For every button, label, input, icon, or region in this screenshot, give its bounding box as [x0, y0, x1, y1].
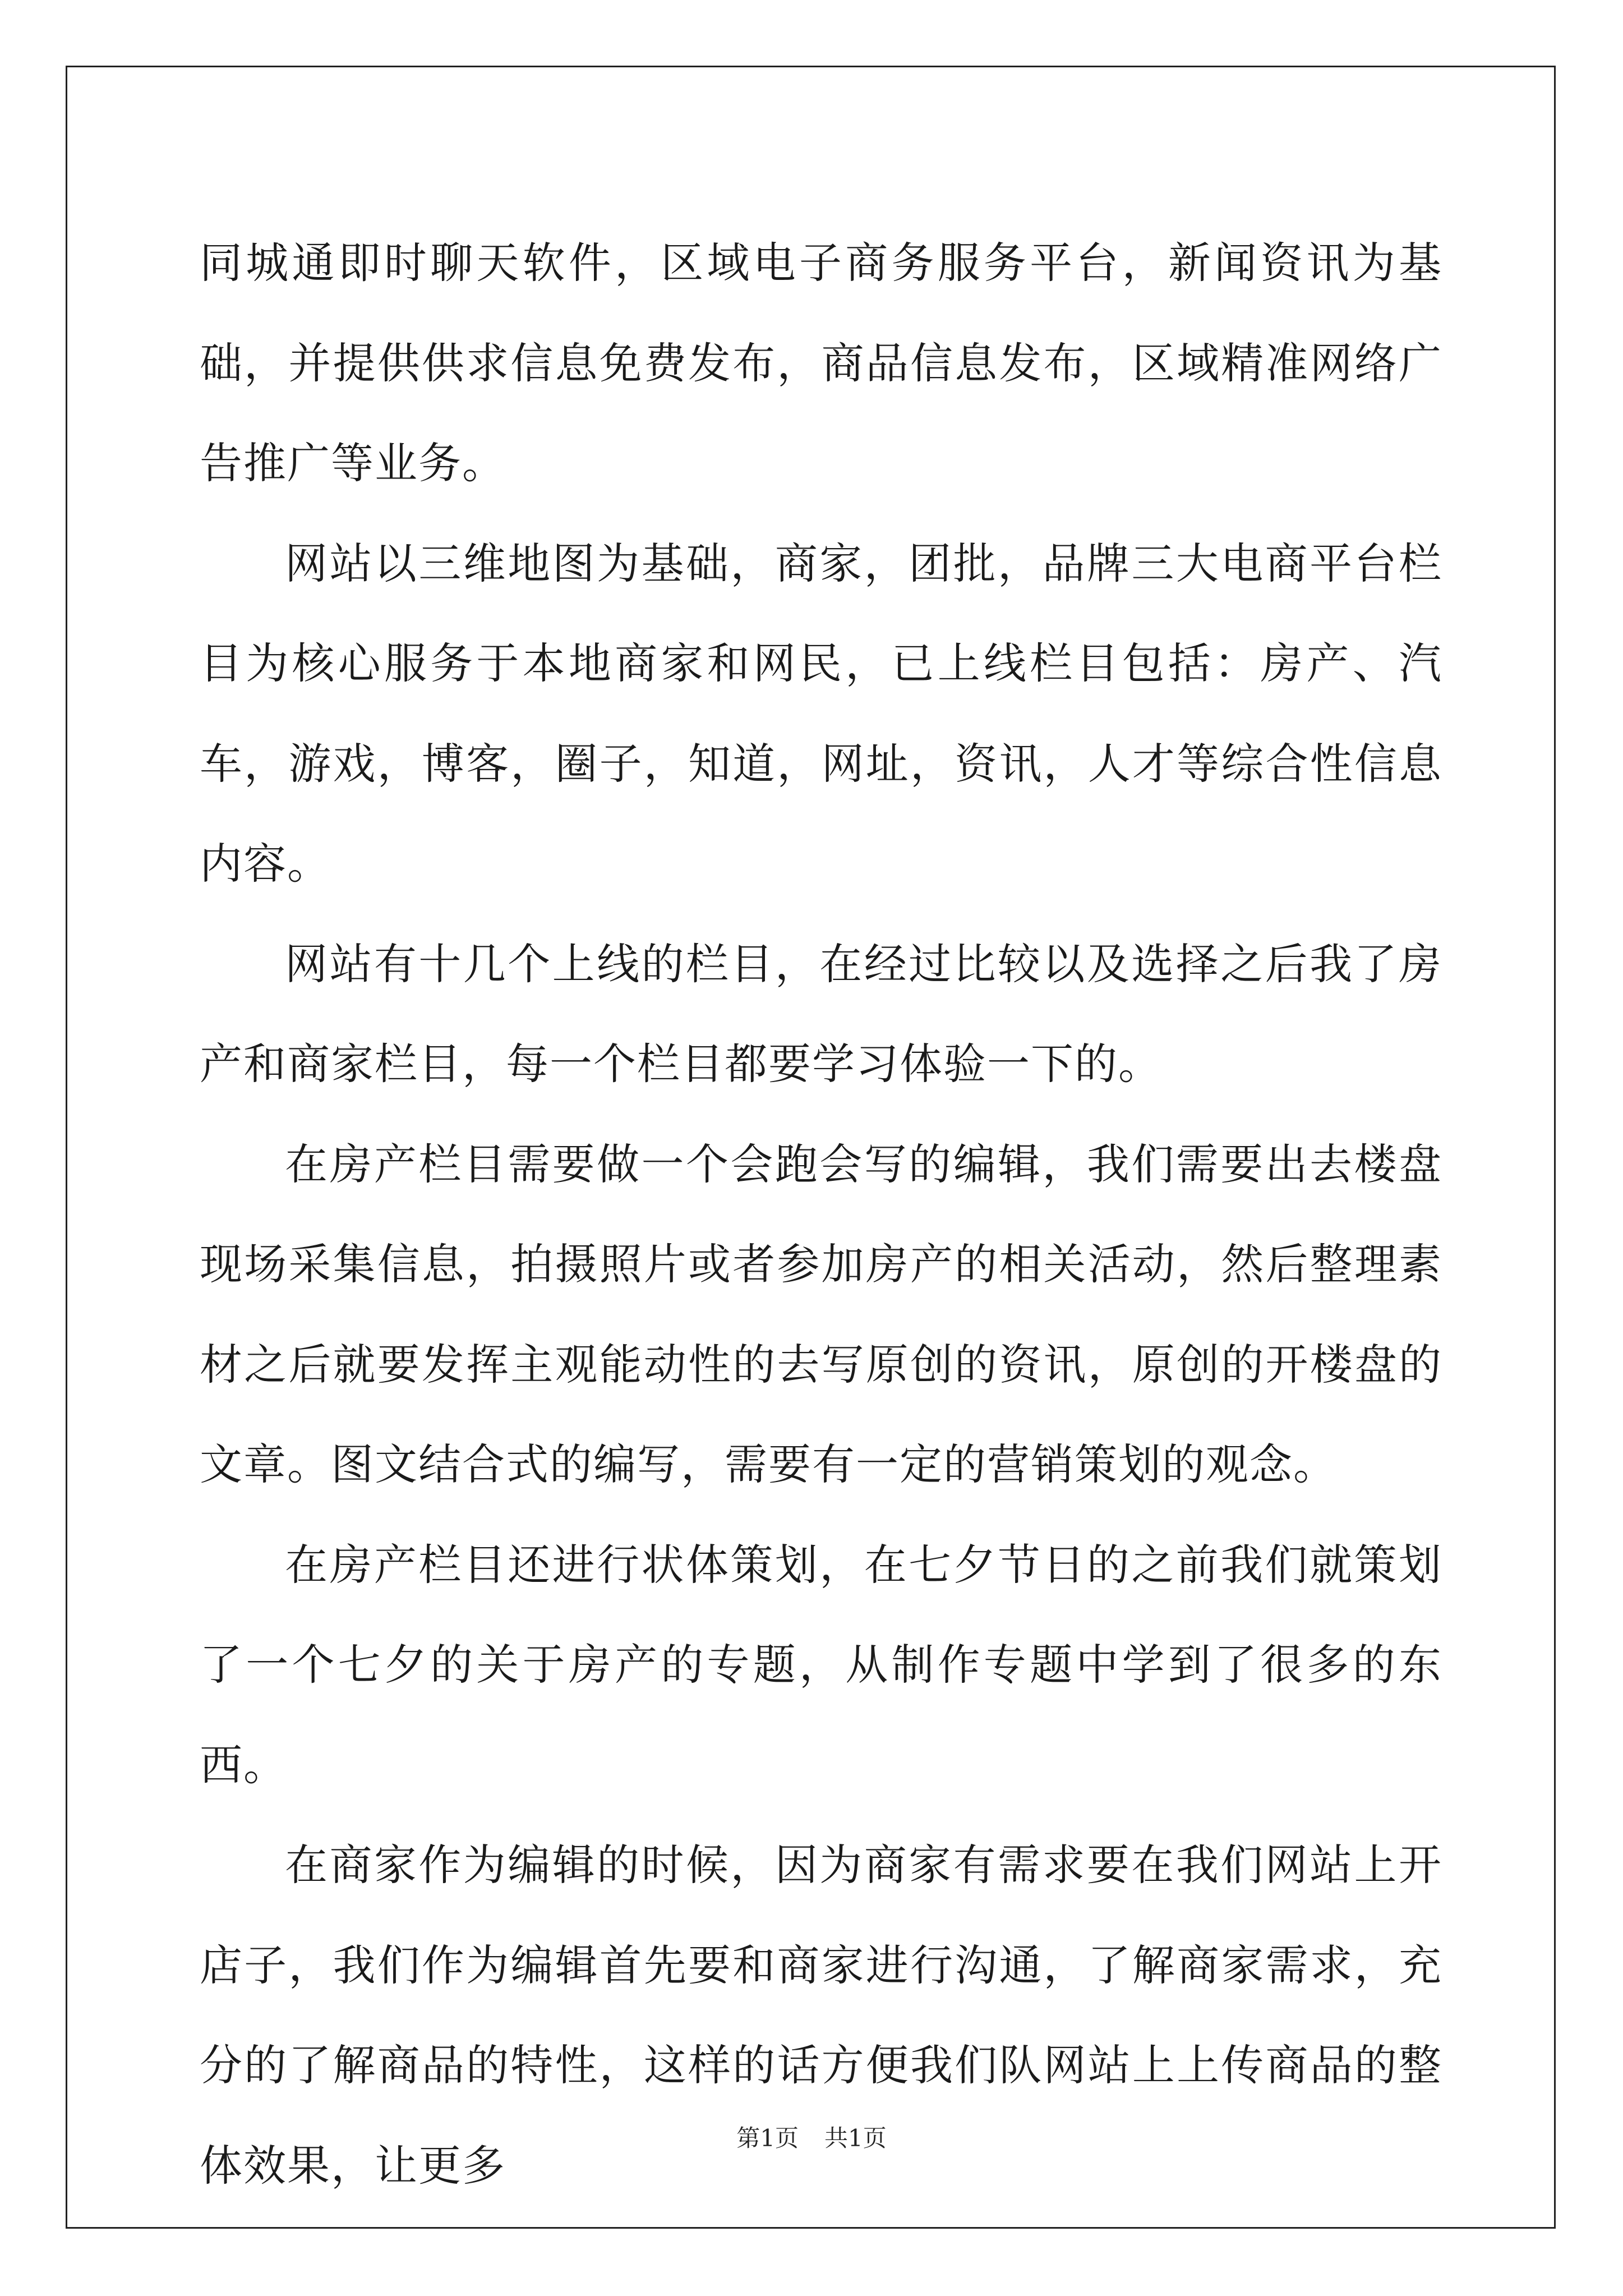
page-footer: [0, 2124, 1623, 2152]
page-number: 第1页: [736, 2124, 799, 2152]
page-total: 共1页: [824, 2124, 887, 2152]
paragraph-5: 在房产栏目还进行状体策划，在七夕节日的之前我们就策划了一个七夕的关于房产的专题，从制作专题中学到了很多的东西。: [200, 1539, 1442, 1790]
paragraph-4: 在房产栏目需要做一个会跑会写的编辑，我们需要出去楼盘现场采集信息，拍摄照片或者参加房产的相关活动，然后整理素材之后就要发挥主观能动性的去写原创的资讯，原创的开楼盘的文章。图文结合式的编写，需要有一定的营销策划的观念。: [200, 1139, 1442, 1489]
document-body: [200, 213, 1442, 2216]
paragraph-3: 网站有十几个上线的栏目，在经过比较以及选择之后我了房产和商家栏目，每一个栏目都要学习体验一下的。: [200, 938, 1442, 1089]
paragraph-2: 网站以三维地图为基础，商家，团批，品牌三大电商平台栏目为核心服务于本地商家和网民，已上线栏目包括：房产、汽车，游戏，博客，圈子，知道，网址，资讯，人才等综合性信息内容。: [200, 538, 1442, 889]
paragraph-1: 同城通即时聊天软件，区域电子商务服务平台，新闻资讯为基础，并提供供求信息免费发布，商品信息发布，区域精准网络广告推广等业务。: [200, 238, 1442, 488]
paragraph-6: 在商家作为编辑的时候，因为商家有需求要在我们网站上开店子，我们作为编辑首先要和商家进行沟通，了解商家需求，充分的了解商品的特性，这样的话方便我们队网站上上传商品的整体效果，让更多: [200, 1840, 1442, 2191]
